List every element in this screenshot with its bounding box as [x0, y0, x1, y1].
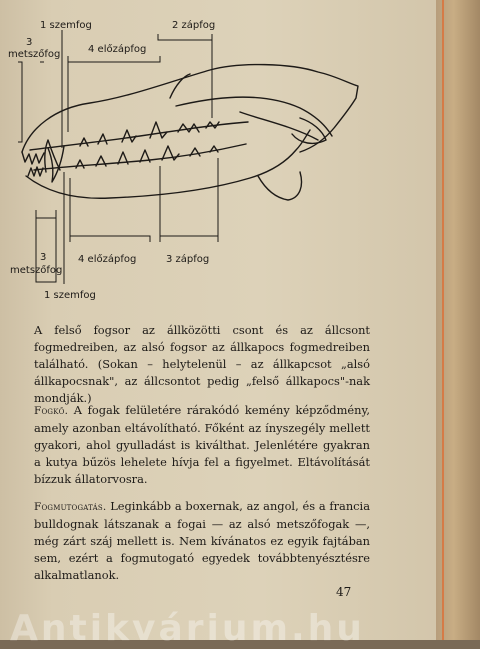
upper-incisor-teeth: [22, 152, 44, 164]
upper-molar-bracket: [158, 34, 212, 40]
skull-outline: [22, 65, 358, 152]
paragraph-fogmutogatas-body: Leginkább a boxernak, az angol, és a francia bulldognak látszanak a fogai — az alsó metszőfogak —, még zárt száj mellett is. Nem kívánatos ez egyik fajtában sem, ezért a fogmutogató egyedek továbbtenyésztésre alkalmatlanok.: [34, 499, 370, 582]
term-fogko: Fogkő.: [34, 405, 69, 417]
lower-molar-bracket-side: [160, 158, 218, 236]
paragraph-fogko: [34, 402, 370, 488]
lower-molar-bracket: [160, 236, 218, 242]
paragraph-fogmutogatas: [34, 498, 370, 584]
label-upper-molars: 2 zápfog: [172, 20, 216, 31]
zygomatic-arch: [170, 74, 332, 136]
watermark: Antikvárium.hu: [10, 608, 365, 649]
lower-premolar-bracket: [70, 236, 150, 242]
upper-incisor-bracket: [18, 62, 22, 142]
label-upper-incisor-word: metszőfog: [8, 49, 61, 60]
upper-canine-tooth: [48, 146, 64, 182]
label-lower-premolars: 4 előzápfog: [78, 254, 137, 265]
upper-premolar-bracket: [68, 56, 160, 62]
label-upper-incisor-count: 3: [26, 37, 33, 48]
page-edge-stripe: [442, 0, 444, 640]
label-lower-molars: 3 zápfog: [166, 254, 210, 265]
upper-jaw-line: [30, 122, 248, 150]
label-lower-incisor-count: 3: [40, 252, 47, 263]
term-fogmutogatas: Fogmutogatás.: [34, 501, 107, 513]
lower-incisor-bracket: [36, 210, 56, 218]
paragraph-jaws: A felső fogsor az állközötti csont és az állcsont fogmedreiben, az alsó fogsor az állkapocs fogmedreiben található. (Sokan – helytelenül – az állkapcsot „alsó állkapocsnak", az állcsontot pedig „felső állkapocs"-nak mondják.): [34, 323, 370, 405]
page-number: 47: [336, 585, 352, 599]
label-lower-incisor-word: metszőfog: [10, 265, 63, 276]
lower-incisor-teeth: [28, 167, 43, 176]
dog-skull-diagram: [0, 0, 436, 320]
label-upper-canine: 1 szemfog: [40, 20, 92, 31]
label-lower-canine: 1 szemfog: [44, 290, 96, 301]
label-upper-premolars: 4 előzápfog: [88, 44, 147, 55]
paragraph-fogko-body: A fogak felületére rárakódó kemény képződmény, amely azonban eltávolítható. Főként az ínyszegély mellett gyakori, ahol gyulladást is kiválthat. Jelenlétére gyakran a kutya bűzös lehelete hívja fel a figyelmet. Eltávolítását bízzuk állatorvosra.: [34, 403, 370, 486]
